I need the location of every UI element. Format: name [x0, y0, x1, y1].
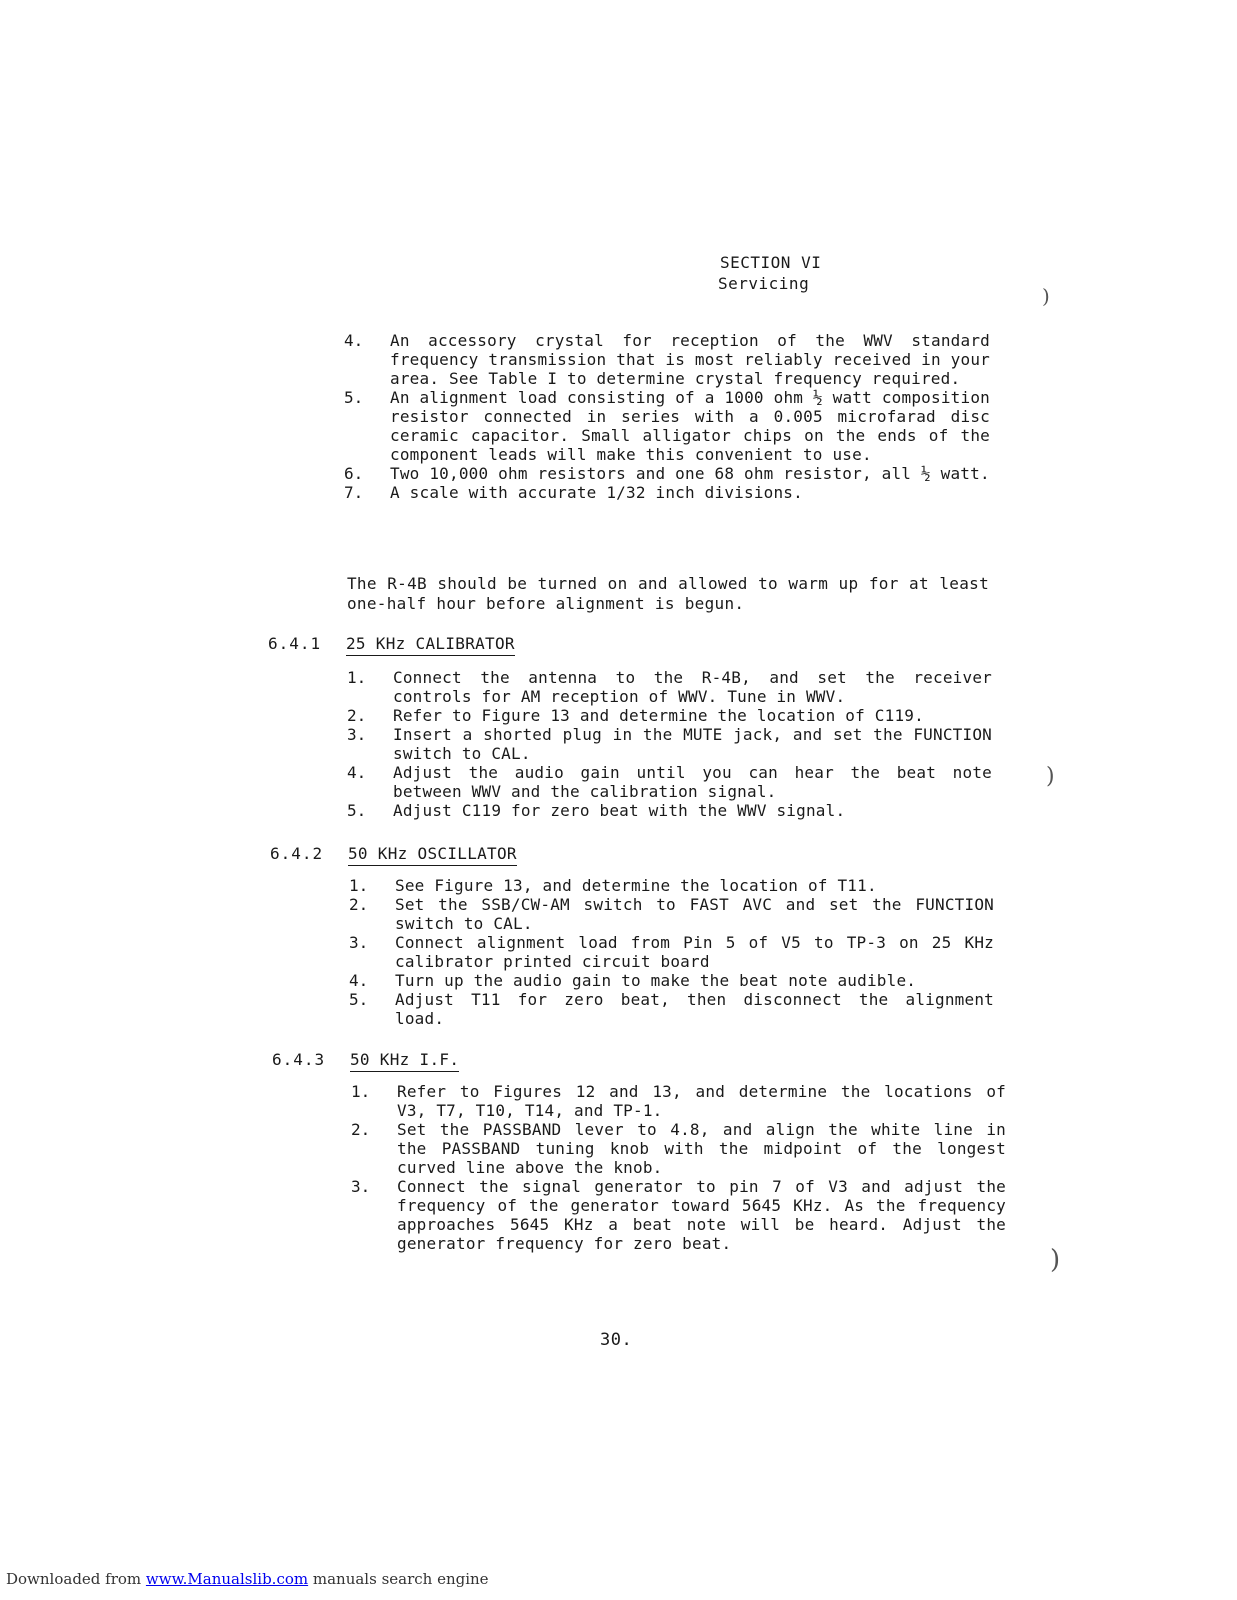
step-text: Adjust T11 for zero beat, then disconnect the alignment load.: [395, 990, 994, 1028]
list-item: [344, 331, 990, 388]
step-number: 4.: [349, 971, 369, 990]
item-number: 4.: [344, 331, 364, 350]
section-header: [718, 252, 821, 294]
step-item: [347, 763, 992, 801]
step-number: 5.: [347, 801, 367, 820]
step-number: 5.: [349, 990, 369, 1009]
step-number: 2.: [349, 895, 369, 914]
step-text: Turn up the audio gain to make the beat note audible.: [395, 971, 917, 990]
scan-mark: ): [1046, 764, 1055, 789]
step-item: [347, 725, 992, 763]
step-number: 1.: [347, 668, 367, 687]
equipment-list: [344, 331, 990, 502]
item-number: 6.: [344, 464, 364, 483]
item-text: An alignment load consisting of a 1000 ohm ½ watt composition resistor connected in series with a 0.005 microfarad disc ceramic capacitor. Small alligator chips on the ends of the component leads will make this convenient to use.: [390, 388, 990, 464]
step-number: 3.: [347, 725, 367, 744]
step-text: Refer to Figure 13 and determine the location of C119.: [393, 706, 924, 725]
page-number: 30.: [600, 1330, 633, 1350]
list-item: [344, 483, 990, 502]
step-number: 1.: [351, 1082, 371, 1101]
step-text: Refer to Figures 12 and 13, and determine the locations of V3, T7, T10, T14, and TP-1.: [397, 1082, 1006, 1120]
item-number: 7.: [344, 483, 364, 502]
item-number: 5.: [344, 388, 364, 407]
step-text: Set the SSB/CW-AM switch to FAST AVC and set the FUNCTION switch to CAL.: [395, 895, 994, 933]
subsection-number: 6.4.2: [270, 844, 324, 863]
step-text: Set the PASSBAND lever to 4.8, and align the white line in the PASSBAND tuning knob with the midpoint of the longest curved line above the knob.: [397, 1120, 1006, 1177]
step-number: 4.: [347, 763, 367, 782]
subsection-heading-oscillator: [270, 844, 517, 866]
step-item: [349, 971, 994, 990]
oscillator-steps: [349, 876, 994, 1028]
step-number: 3.: [351, 1177, 371, 1196]
scan-mark: ): [1042, 284, 1050, 308]
step-item: [349, 933, 994, 971]
step-text: Adjust C119 for zero beat with the WWV signal.: [393, 801, 846, 820]
section-label: SECTION VI: [720, 253, 822, 272]
subsection-heading-if: [272, 1050, 459, 1072]
step-item: [349, 895, 994, 933]
step-item: [347, 668, 992, 706]
footer-prefix: Downloaded from: [6, 1570, 146, 1588]
list-item: [344, 464, 990, 483]
list-item: [344, 388, 990, 464]
subsection-title: 50 KHz OSCILLATOR: [348, 844, 517, 866]
step-number: 1.: [349, 876, 369, 895]
step-text: See Figure 13, and determine the location of T11.: [395, 876, 877, 895]
warmup-paragraph: The R-4B should be turned on and allowed to warm up for at least one-half hour before alignment is begun.: [347, 574, 989, 613]
manualslib-link[interactable]: www.Manualslib.com: [145, 1570, 309, 1588]
step-item: [347, 801, 992, 820]
subsection-number: 6.4.1: [268, 634, 322, 653]
step-text: Connect the antenna to the R-4B, and set the receiver controls for AM reception of WWV. Tune in WWV.: [393, 668, 992, 706]
step-item: [347, 706, 992, 725]
step-item: [351, 1120, 1006, 1177]
item-text: Two 10,000 ohm resistors and one 68 ohm resistor, all ½ watt.: [390, 464, 990, 483]
step-number: 2.: [351, 1120, 371, 1139]
subsection-title: 50 KHz I.F.: [350, 1050, 459, 1072]
item-text: An accessory crystal for reception of the WWV standard frequency transmission that is most reliably received in your area. See Table I to determine crystal frequency required.: [390, 331, 990, 388]
item-text: A scale with accurate 1/32 inch divisions.: [390, 483, 803, 502]
step-item: [349, 876, 994, 895]
step-text: Insert a shorted plug in the MUTE jack, and set the FUNCTION switch to CAL.: [393, 725, 992, 763]
if-steps: [351, 1082, 1006, 1253]
subsection-title: 25 KHz CALIBRATOR: [346, 634, 515, 656]
step-text: Connect alignment load from Pin 5 of V5 to TP-3 on 25 KHz calibrator printed circuit board: [395, 933, 994, 971]
section-title: Servicing: [718, 274, 810, 293]
step-item: [351, 1082, 1006, 1120]
footer-suffix: manuals search engine: [308, 1570, 489, 1588]
subsection-number: 6.4.3: [272, 1050, 326, 1069]
step-text: Connect the signal generator to pin 7 of V3 and adjust the frequency of the generator toward 5645 KHz. As the frequency approaches 5645 KHz a beat note will be heard. Adjust the generator frequency for zero beat.: [397, 1177, 1006, 1253]
download-footer: [6, 1570, 489, 1588]
step-text: Adjust the audio gain until you can hear the beat note between WWV and the calibration signal.: [393, 763, 992, 801]
scan-mark: ): [1050, 1245, 1061, 1275]
step-item: [351, 1177, 1006, 1253]
step-number: 2.: [347, 706, 367, 725]
step-item: [349, 990, 994, 1028]
calibrator-steps: [347, 668, 992, 820]
step-number: 3.: [349, 933, 369, 952]
subsection-heading-calibrator: [268, 634, 515, 656]
